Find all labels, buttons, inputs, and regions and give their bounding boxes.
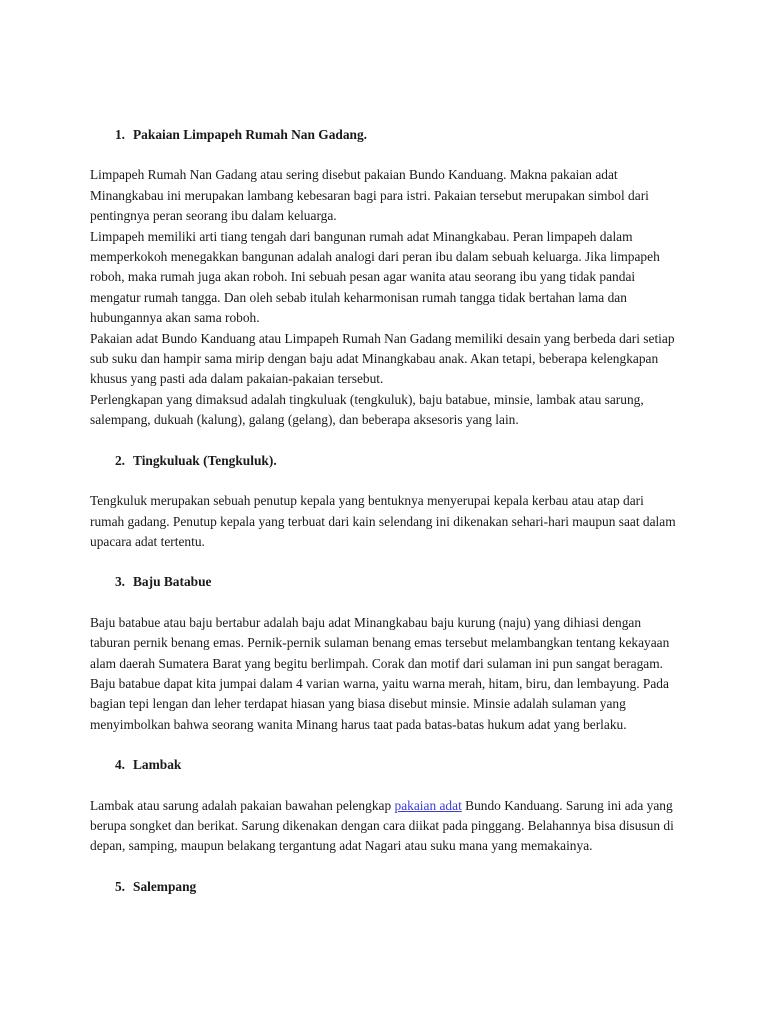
section-title: Lambak [133, 757, 182, 773]
section-title: Tingkuluak (Tengkuluk). [133, 452, 277, 468]
section-number: 4. [114, 757, 125, 773]
paragraph: Baju batabue dapat kita jumpai dalam 4 varian warna, yaitu warna merah, hitam, biru, dan lembayung. Pada bagian tepi lengan dan leher terdapat hiasan yang biasa disebut minsie. Minsie adalah sulaman yang menyimbolkan bahwa seorang wanita Minang harus taat pada batas-batas hukum adat yang berlaku. [90, 675, 669, 732]
paragraph-text-after-link: Bundo Kanduang. Sarung ini ada yang berupa songket dan berikat. Sarung dikenakan dengan cara diikat pada pinggang. Belahannya bisa disusun di depan, samping, maupun belakang tergantung adat Nagari atau suku mana yang memakainya. [90, 797, 674, 854]
section-heading-2 [90, 451, 678, 471]
section-number: 1. [114, 127, 125, 142]
section-title: Baju Batabue [133, 574, 212, 590]
section-number: 3. [114, 574, 125, 590]
paragraph: Limpapeh Rumah Nan Gadang atau sering disebut pakaian Bundo Kanduang. Makna pakaian adat Minangkabau ini merupakan lambang kebesaran bagi para istri. Pakaian tersebut merupakan simbol dari pentingnya peran seorang ibu dalam keluarga. [90, 167, 649, 224]
paragraph: Baju batabue atau baju bertabur adalah baju adat Minangkabau baju kurung (naju) yang dihiasi dengan taburan pernik benang emas. Pernik-pernik sulaman benang emas tersebut melambangkan tentang kekayaan alam daerah Sumatera Barat yang begitu berlimpah. Corak dan motif dari sulaman ini pun sangat beragam. [90, 614, 670, 671]
section-title: Salempang [133, 878, 197, 894]
document-page [90, 125, 678, 917]
section-number: 2. [114, 452, 125, 468]
section-body-4 [90, 796, 678, 857]
paragraph-text-before-link: Lambak atau sarung adalah pakaian bawahan pelengkap [90, 797, 395, 813]
section-body-1 [90, 165, 678, 430]
pakaian-adat-link[interactable]: pakaian adat [394, 797, 462, 813]
section-heading-4 [90, 755, 678, 775]
section-heading-1 [90, 125, 678, 145]
section-title: Pakaian Limpapeh Rumah Nan Gadang. [133, 127, 368, 142]
section-heading-5 [90, 877, 678, 897]
section-body-3 [90, 613, 678, 735]
paragraph: Tengkuluk merupakan sebuah penutup kepala yang bentuknya menyerupai kepala kerbau atau atap dari rumah gadang. Penutup kepala yang terbuat dari kain selendang ini dikenakan sehari-hari maupun saat dalam upacara adat tertentu. [90, 493, 676, 549]
paragraph: Pakaian adat Bundo Kanduang atau Limpapeh Rumah Nan Gadang memiliki desain yang berbeda dari setiap sub suku dan hampir sama mirip dengan baju adat Minangkabau anak. Akan tetapi, beberapa kelengkapan khusus yang pasti ada dalam pakaian-pakaian tersebut. [90, 330, 675, 387]
section-heading-3 [90, 572, 678, 592]
paragraph [90, 796, 678, 857]
paragraph: Perlengkapan yang dimaksud adalah tingkuluak (tengkuluk), baju batabue, minsie, lambak atau sarung, salempang, dukuah (kalung), galang (gelang), dan beberapa aksesoris yang lain. [90, 391, 644, 428]
section-number: 5. [114, 878, 125, 894]
paragraph: Limpapeh memiliki arti tiang tengah dari bangunan rumah adat Minangkabau. Peran limpapeh dalam memperkokoh menegakkan bangunan adalah analogi dari peran ibu dalam sebuah keluarga. Jika limpapeh roboh, maka rumah juga akan roboh. Ini sebuah pesan agar wanita atau seorang ibu yang tidak pandai mengatur rumah tangga. Dan oleh sebab itulah keharmonisan rumah tangga tidak bertahan lama dan hubungannya akan sama roboh. [90, 228, 660, 326]
section-body-2 [90, 491, 678, 552]
